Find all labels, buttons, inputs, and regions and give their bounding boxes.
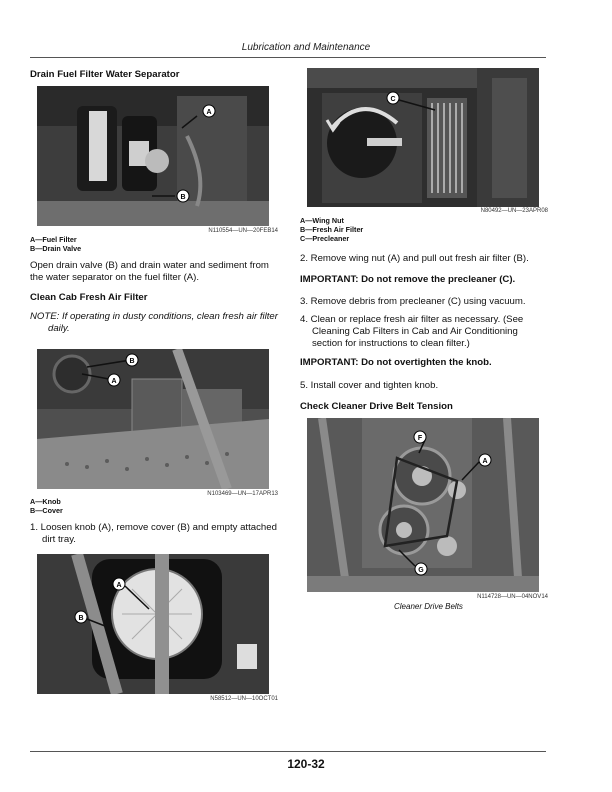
callout-b: B bbox=[129, 358, 135, 365]
figure-legend bbox=[30, 235, 81, 253]
legend-item: A—Wing Nut bbox=[300, 216, 344, 225]
callout-f: F bbox=[417, 435, 423, 442]
section-title-clean-cab: Clean Cab Fresh Air Filter bbox=[30, 292, 148, 303]
section-title-belt-tension: Check Cleaner Drive Belt Tension bbox=[300, 401, 453, 412]
legend-item: C—Precleaner bbox=[300, 234, 350, 243]
air-filter-photo bbox=[37, 554, 269, 694]
section-title-drain-fuel-filter: Drain Fuel Filter Water Separator bbox=[30, 69, 180, 80]
page-number: 120-32 bbox=[287, 757, 325, 771]
figure-code: N58512—UN—10OCT01 bbox=[210, 696, 278, 702]
callout-g: G bbox=[418, 567, 424, 574]
footer-rule bbox=[30, 751, 546, 752]
figure-code: N110554—UN—20FEB14 bbox=[208, 228, 278, 234]
step-2: 2. Remove wing nut (A) and pull out fresh air filter (B). bbox=[300, 253, 529, 264]
legend-item: B—Drain Valve bbox=[30, 244, 82, 253]
fuel-filter-photo bbox=[37, 86, 269, 226]
legend-item: B—Cover bbox=[30, 506, 63, 515]
legend-item: B—Fresh Air Filter bbox=[300, 225, 364, 234]
figure-code: N103469—UN—17APR13 bbox=[207, 491, 278, 497]
callout-a: A bbox=[482, 458, 488, 465]
note-text: NOTE: If operating in dusty conditions, clean fresh air filter daily. bbox=[30, 311, 278, 334]
callout-b: B bbox=[78, 615, 84, 622]
figure-legend bbox=[30, 497, 63, 515]
callout-a: A bbox=[206, 109, 212, 116]
running-title: Lubrication and Maintenance bbox=[241, 42, 371, 53]
header-rule bbox=[30, 57, 546, 58]
legend-item: A—Knob bbox=[30, 497, 61, 506]
cleaner-drive-belts-photo bbox=[307, 418, 539, 592]
important-knob: IMPORTANT: Do not overtighten the knob. bbox=[300, 357, 492, 368]
cab-filter-cover-photo bbox=[37, 349, 269, 489]
callout-b: B bbox=[180, 194, 186, 201]
figure-code: N80492—UN—23APR08 bbox=[480, 208, 548, 214]
step-4: 4. Clean or replace fresh air filter as necessary. (See Cleaning Cab Filters in Cab and Air Conditioning section for instructions to clean filter.) bbox=[300, 314, 524, 349]
step-1: 1. Loosen knob (A), remove cover (B) and empty attached dirt tray. bbox=[30, 522, 277, 545]
figure-legend bbox=[300, 216, 363, 243]
callout-c: C bbox=[390, 96, 396, 103]
precleaner-photo bbox=[307, 68, 539, 207]
callout-a: A bbox=[116, 582, 122, 589]
callout-a: A bbox=[111, 378, 117, 385]
step-3: 3. Remove debris from precleaner (C) using vacuum. bbox=[300, 296, 526, 307]
figure-code: N114728—UN—04NOV14 bbox=[477, 594, 548, 600]
legend-item: A—Fuel Filter bbox=[30, 235, 77, 244]
important-precleaner: IMPORTANT: Do not remove the precleaner (C). bbox=[300, 274, 516, 285]
paragraph-drain: Open drain valve (B) and drain water and sediment from the water separator on the fuel filter (A). bbox=[30, 260, 269, 283]
figure-caption: Cleaner Drive Belts bbox=[394, 602, 463, 611]
step-5: 5. Install cover and tighten knob. bbox=[300, 380, 439, 391]
